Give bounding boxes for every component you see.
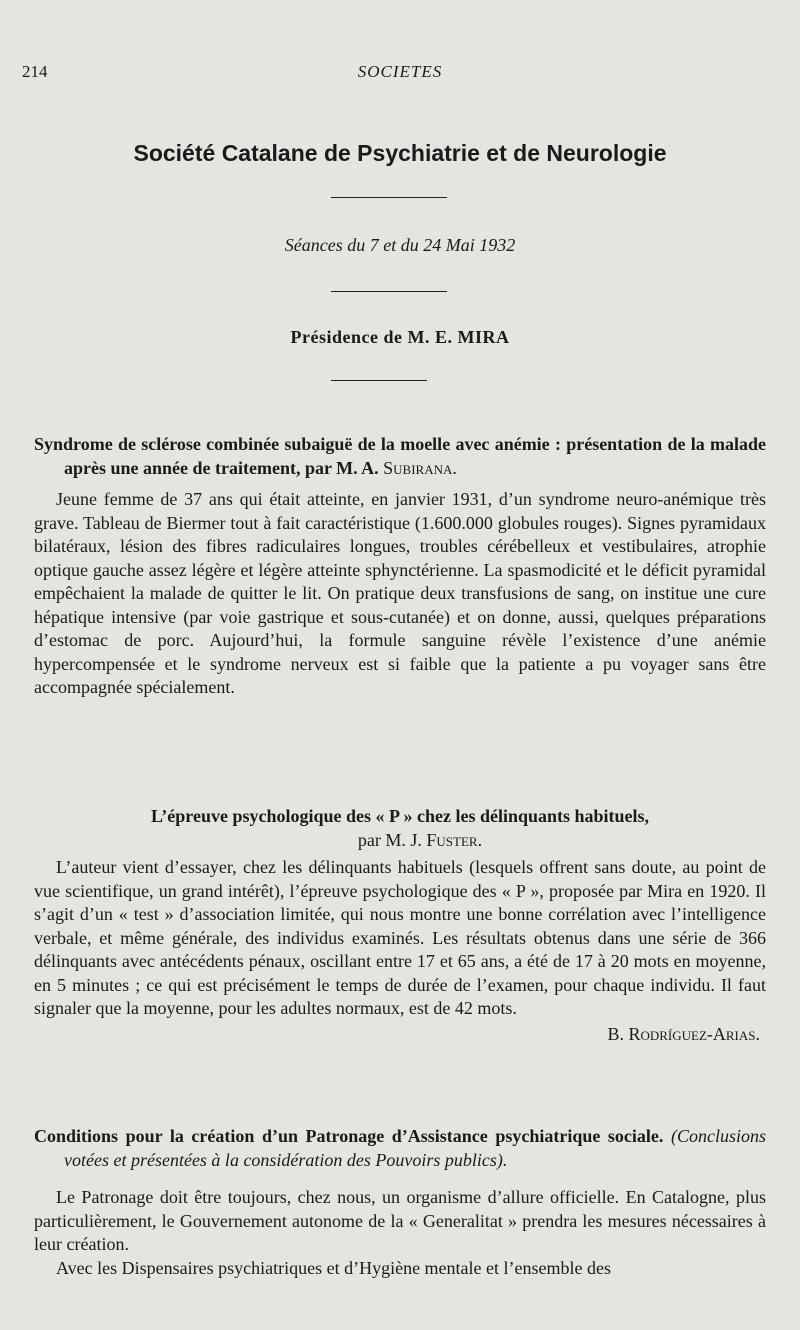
byline-prefix: par M. J. <box>357 829 422 850</box>
article-title <box>34 1125 766 1172</box>
running-header <box>22 62 778 86</box>
presidency-line: Présidence de M. E. MIRA <box>290 327 510 347</box>
signature: B. Rodríguez-Arias. <box>607 1023 760 1044</box>
article-author: Fuster. <box>426 829 483 850</box>
article-title: L’épreuve psychologique des « P » chez les délinquants habituels, <box>150 806 650 826</box>
article-epreuve <box>34 805 766 1046</box>
article-patronage <box>34 1125 766 1280</box>
article-paragraph: Avec les Dispensaires psychiatriques et d’Hygiène mentale et l’ensemble des <box>56 1257 611 1278</box>
divider <box>331 291 447 292</box>
divider <box>331 380 427 381</box>
divider <box>331 197 447 198</box>
session-dates: Séances du 7 et du 24 Mai 1932 <box>284 235 516 255</box>
article-author: Subirana. <box>383 457 457 478</box>
article-body: Jeune femme de 37 ans qui était atteinte, en janvier 1931, d’un syndrome neuro-anémique très grave. Tableau de Biermer tout à fait caractéristique (1.600.000 globules rouges). Signes pyramidaux bilatéraux, lésion des fibres radiculaires longues, troubles cérébelleux et vestibulaires, atrophie optique gauche assez légère et légère atteinte sphynctérienne. La spasmodicité et le déficit pyramidal empêchaient la malade de quitter le lit. On pratique deux transfusions de sang, on institue une cure hépatique intensive (par voie gastrique et sous-cutanée) et on donne, aussi, quelques préparations d’estomac de porc. Aujourd’hui, la formule sanguine révèle l’existence d’une anémie hypercompensée et le syndrome nerveux est si faible que la patiente a pu voyager sans être accompagnée spécialement. <box>34 489 766 697</box>
running-title: SOCIETES <box>357 62 443 81</box>
article-syndrome <box>34 433 766 700</box>
article-title <box>34 433 766 480</box>
article-title-text: Conditions pour la création d’un Patronage d’Assistance psychiatrique sociale. <box>34 1126 664 1146</box>
page-number: 214 <box>22 62 48 81</box>
article-body: L’auteur vient d’essayer, chez les délinquants habituels (lesquels offrent sans doute, au point de vue scientifique, un grand intérêt), l’épreuve psychologique des « P », proposée par Mira en 1920. Il s’agit d’un « test » d’association limitée, qui nous montre une bonne corrélation avec l’intelligence verbale, et même générale, des individus examinés. Les résultats obtenus dans une série de 366 délinquants avec antécédents pénaux, oscillant entre 17 et 65 ans, a été de 17 à 20 mots en moyenne, en 5 minutes ; ce qui est précisément le temps de durée de l’examen, pour chaque individu. Il faut signaler que la moyenne, pour les adultes normaux, est de 42 mots. <box>34 857 766 1018</box>
article-byline <box>74 829 766 853</box>
article-paragraph: Le Patronage doit être toujours, chez nous, un organisme d’allure officielle. En Catalogne, plus particulièrement, le Gouvernement autonome de la « Generalitat » prendra les mesures nécessaires à leur création. <box>34 1187 766 1254</box>
article-subtitle: (Conclusions votées et présentées à la considération des Pouvoirs publics). <box>64 1126 767 1170</box>
article-title-text: Syndrome de sclérose combinée subaiguë de la moelle avec anémie : présentation de la malade après une année de traitement, par M. A. <box>34 434 766 478</box>
society-title: Société Catalane de Psychiatrie et de Neurologie <box>133 140 667 166</box>
